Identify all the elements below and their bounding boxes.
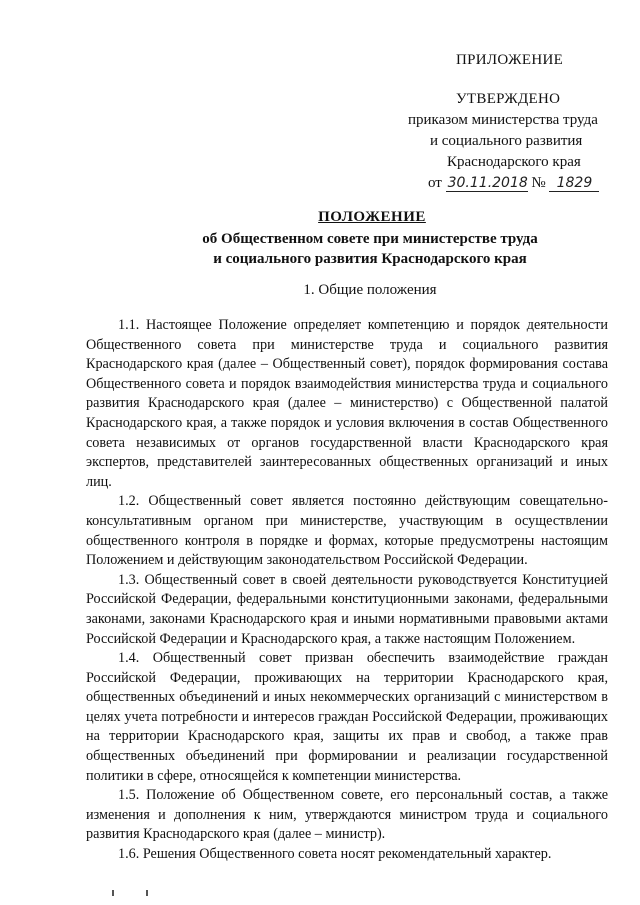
paragraph-1-6: 1.6. Решения Общественного совета носят рекомендательный характер.: [118, 846, 552, 863]
order-line-1: приказом министерства труда: [408, 112, 598, 128]
scan-artifact: [146, 890, 148, 896]
paragraph-1-3: 1.3. Общественный совет в своей деятельности руководствуется Конституцией Российской Федерации, федеральными конституционными законами, федеральными законами, законами Краснодарского края и иными нормативными правовыми актами Российской Федерации и Краснодарского края, а также настоящим Положением.: [86, 571, 608, 647]
appendix-label: ПРИЛОЖЕНИЕ: [456, 52, 564, 68]
paragraph-1-5: 1.5. Положение об Общественном совете, его персональный состав, а также изменения и дополнения к ним, утверждаются министром труда и социального развития Краснодарского края (далее – министр).: [86, 787, 608, 843]
date-prefix: от: [428, 175, 442, 191]
order-date-number: [428, 173, 618, 194]
scan-artifact: [112, 890, 114, 896]
order-date-handwritten: 30.11.2018: [447, 175, 528, 191]
paragraph-1-2: 1.2. Общественный совет является постоянно действующим совещательно-консультативным органом при министерстве, участвующим в осуществлении общественного контроля в порядке и формах, которые предусмотрены настоящим Положением и действующим законодательством Российской Федерации.: [86, 493, 608, 569]
section-heading: 1. Общие положения: [303, 282, 437, 298]
approved-label: УТВЕРЖДЕНО: [456, 91, 561, 107]
document-subtitle-line-1: об Общественном совете при министерстве труда: [202, 231, 538, 247]
paragraph-1-1: 1.1. Настоящее Положение определяет компетенцию и порядок деятельности Общественного совета при министерстве труда и социального развития Краснодарского края (далее – Общественный совет), порядок формирования состава Общественного совета и порядок взаимодействия министерства труда и социального развития Краснодарского края (далее – министерство) с Общественной палатой Краснодарского края, а также порядок и условия включения в состав Общественного совета независимых от органов государственной власти Краснодарского края экспертов, представителей заинтересованных общественных организаций и иных лиц.: [86, 317, 608, 490]
number-prefix: №: [531, 175, 546, 191]
paragraph-1-4: 1.4. Общественный совет призван обеспечить взаимодействие граждан Российской Федерации, проживающих на территории Краснодарского края, общественных объединений и иных некоммерческих организаций с министерством в целях учета потребности и интересов граждан Российской Федерации, проживающих на территории Краснодарского края, защиты их прав и свобод, а также прав общественных объединений при формировании и реализации государственной политики в сфере, относящейся к компетенции министерства.: [86, 650, 608, 784]
order-line-2: и социального развития: [430, 133, 583, 149]
section-body: [86, 316, 608, 865]
order-line-3: Краснодарского края: [447, 154, 581, 170]
document-title: ПОЛОЖЕНИЕ: [318, 209, 426, 225]
document-subtitle-line-2: и социального развития Краснодарского края: [213, 251, 527, 267]
order-number-handwritten: 1829: [549, 175, 599, 192]
